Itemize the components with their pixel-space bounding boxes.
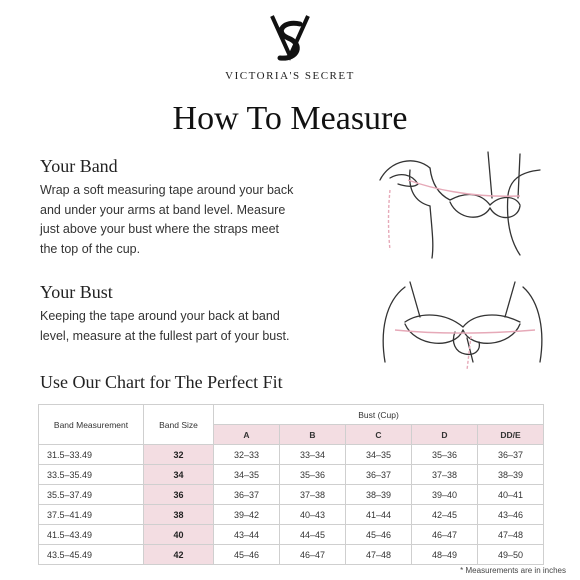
cup-value-cell: 38–39 [478,465,544,485]
brand-name: VICTORIA'S SECRET [225,70,355,82]
bust-measure-illustration [375,272,550,372]
band-instructions-line: Wrap a soft measuring tape around your back [40,183,294,197]
band-size-header: Band Size [144,405,214,445]
table-row [39,465,544,485]
cup-value-cell: 38–39 [346,485,412,505]
brand-logo [0,10,580,82]
band-measurement-cell: 33.5–35.49 [39,465,144,485]
table-row [39,525,544,545]
cup-header: A [214,425,280,445]
band-instructions-line: the top of the cup. [40,241,141,256]
size-chart-table [38,404,544,565]
cup-value-cell: 36–37 [478,445,544,465]
cup-value-cell: 36–37 [214,485,280,505]
cup-value-cell: 48–49 [412,545,478,565]
size-chart-heading: Use Our Chart for The Perfect Fit [40,372,283,392]
cup-value-cell: 45–46 [214,545,280,565]
cup-header: DD/E [478,425,544,445]
vs-monogram-icon [260,10,320,68]
table-header-row [39,405,544,425]
band-size-cell: 36 [144,485,214,505]
cup-value-cell: 37–38 [280,485,346,505]
cup-value-cell: 47–48 [346,545,412,565]
band-measure-illustration [370,150,550,260]
cup-value-cell: 33–34 [280,445,346,465]
cup-value-cell: 49–50 [478,545,544,565]
cup-value-cell: 34–35 [214,465,280,485]
measurement-footnote: * Measurements are in inches [460,566,566,575]
band-heading: Your Band [40,156,118,176]
cup-value-cell: 47–48 [478,525,544,545]
cup-value-cell: 39–40 [412,485,478,505]
cup-value-cell: 44–45 [280,525,346,545]
bust-heading: Your Bust [40,282,113,302]
band-measurement-cell: 37.5–41.49 [39,505,144,525]
cup-value-cell: 42–45 [412,505,478,525]
bust-instructions-line: level, measure at the fullest part of your bust. [40,328,290,343]
cup-value-cell: 46–47 [280,545,346,565]
cup-value-cell: 39–42 [214,505,280,525]
bust-cup-header: Bust (Cup) [214,405,544,425]
cup-value-cell: 43–44 [214,525,280,545]
band-instructions [40,181,360,259]
cup-value-cell: 32–33 [214,445,280,465]
cup-value-cell: 40–43 [280,505,346,525]
table-row [39,445,544,465]
bust-instructions [40,307,360,346]
cup-value-cell: 40–41 [478,485,544,505]
cup-value-cell: 45–46 [346,525,412,545]
band-measurement-header: Band Measurement [39,405,144,445]
cup-header: C [346,425,412,445]
cup-value-cell: 35–36 [280,465,346,485]
band-size-cell: 38 [144,505,214,525]
cup-header: D [412,425,478,445]
bust-instructions-line: Keeping the tape around your back at band [40,309,280,323]
band-measurement-cell: 43.5–45.49 [39,545,144,565]
cup-value-cell: 35–36 [412,445,478,465]
band-measurement-cell: 41.5–43.49 [39,525,144,545]
cup-header: B [280,425,346,445]
cup-value-cell: 43–46 [478,505,544,525]
cup-value-cell: 46–47 [412,525,478,545]
band-size-cell: 40 [144,525,214,545]
table-row [39,545,544,565]
band-size-cell: 42 [144,545,214,565]
table-row [39,485,544,505]
band-measurement-cell: 35.5–37.49 [39,485,144,505]
cup-value-cell: 36–37 [346,465,412,485]
band-measurement-cell: 31.5–33.49 [39,445,144,465]
band-size-cell: 34 [144,465,214,485]
band-instructions-line: just above your bust where the straps meet [40,222,280,236]
cup-value-cell: 37–38 [412,465,478,485]
page-title: How To Measure [172,100,408,137]
cup-value-cell: 34–35 [346,445,412,465]
table-row [39,505,544,525]
cup-value-cell: 41–44 [346,505,412,525]
band-instructions-line: and under your arms at band level. Measure [40,202,286,217]
band-size-cell: 32 [144,445,214,465]
